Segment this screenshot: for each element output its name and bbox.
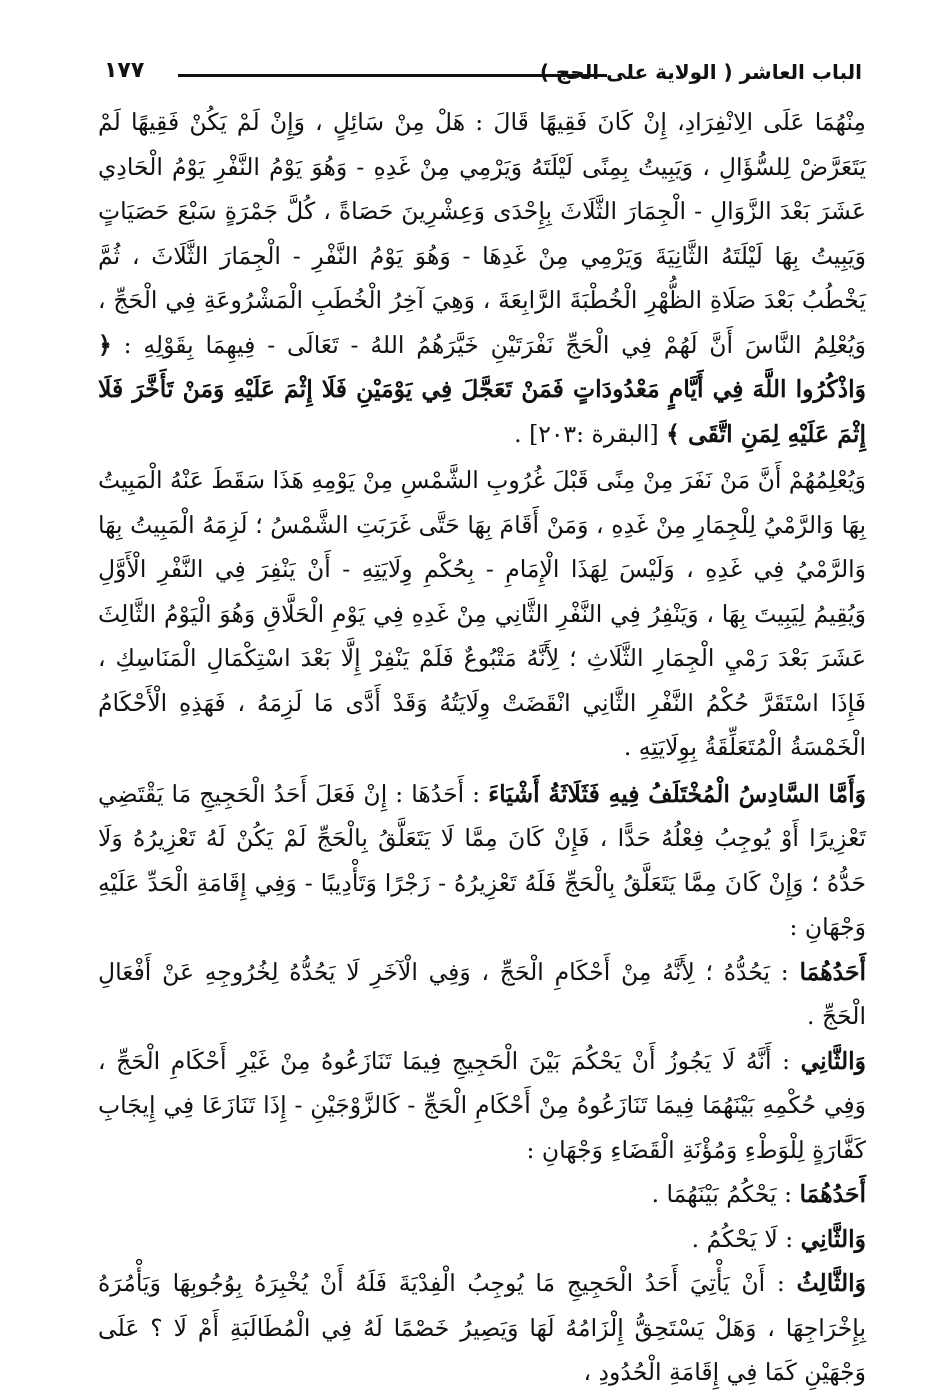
page-body [98, 100, 866, 1395]
header-rule [178, 74, 607, 77]
paragraph-text: : أَنْ يَأْتِيَ أَحَدُ الْحَجِيجِ مَا يُوجِبُ الْفِدْيَةَ فَلَهُ أَنْ يُخْبِرَهُ بِوُجُوبِهَا وَيَأْمُرَهُ بِإِخْرَاجِهَا ، وَهَلْ يَسْتَحِقُّ إِلْزَامُهُ لَهَا وَيَصِيرُ خَصْمًا لَهُ فِي الْمُطَالَبَةِ أَمْ لَا ؟ عَلَى وَجْهَيْنِ كَمَا فِي إِقَامَةِ الْحُدُودِ ، [98, 1269, 866, 1386]
paragraph-text: وَيُعْلِمُهُمْ أَنَّ مَنْ نَفَرَ مِنْ مِنًى قَبْلَ غُرُوبِ الشَّمْسِ مِنْ يَوْمِهِ هَذَا سَقَطَ عَنْهُ الْمَبِيتُ بِهَا وَالرَّمْيُ لِلْجِمَارِ مِنْ غَدِهِ ، وَمَنْ أَقَامَ بِهَا حَتَّى غَرَبَتِ الشَّمْسُ ؛ لَزِمَهُ الْمَبِيتُ بِهَا وَالرَّمْيُ فِي غَدِهِ ، وَلَيْسَ لِهَذَا الْإِمَامِ - بِحُكْمِ وِلَايَتِهِ - أَنْ يَنْفِرَ فِي النَّفْرِ الْأَوَّلِ وَيُقِيمُ لِيَبِيتَ بِهَا ، وَيَنْفِرُ فِي النَّفْرِ الثَّانِي مِنْ غَدِهِ فِي يَوْمِ الْحَلَّاقِ وَهُوَ الْيَوْمُ الثَّالِثَ عَشَرَ بَعْدَ رَمْيِ الْجِمَارِ الثَّلَاثِ ؛ لِأَنَّهُ مَتْبُوعٌ فَلَمْ يَنْفِرْ إِلَّا بَعْدَ اسْتِكْمَالِ الْمَنَاسِكِ ، فَإِذَا اسْتَقَرَّ حُكْمُ النَّفْرِ الثَّانِي انْقَضَتْ وِلَايَتُهُ وَقَدْ أَدَّى مَا لَزِمَهُ ، فَهَذِهِ الْأَحْكَامُ الْخَمْسَةُ الْمُتَعَلِّقَةُ بِوِلَايَتِهِ . [98, 466, 866, 761]
paragraph [98, 772, 866, 950]
page-number: ١٧٧ [104, 58, 145, 83]
item-lead: أَحَدُهُمَا [799, 1180, 866, 1208]
item-lead: وَالثَّانِي [800, 1046, 866, 1075]
paragraph [98, 100, 866, 456]
quran-verse: ﴿ وَاذْكُرُوا اللَّهَ فِي أَيَّامٍ مَعْدُودَاتٍ فَمَنْ تَعَجَّلَ فِي يَوْمَيْنِ فَلَا إِثْمَ عَلَيْهِ وَمَنْ تَأَخَّرَ فَلَا إِثْمَ عَلَيْهِ لِمَنِ اتَّقَى ﴾ [98, 330, 866, 448]
paragraph-text: : يَحُدُّهُ ؛ لِأَنَّهُ مِنْ أَحْكَامِ الْحَجِّ ، وَفِي الْآخَرِ لَا يَحُدُّهُ لِخُرُوجِهِ عَنْ أَفْعَالِ الْحَجِّ . [98, 957, 866, 1030]
paragraph [98, 950, 866, 1039]
item-lead: وَالثَّانِي [800, 1224, 866, 1253]
paragraph [98, 1217, 866, 1262]
paragraph [98, 458, 866, 770]
paragraph-text: : أَحَدُهَا : إِنْ فَعَلَ أَحَدُ الْحَجِيجِ مَا يَقْتَضِي تَعْزِيرًا أَوْ يُوجِبُ فِعْلُهُ حَدًّا ، فَإِنْ كَانَ مِمَّا لَا يَتَعَلَّقُ بِالْحَجِّ لَمْ يَكُنْ لَهُ تَعْزِيرُهُ وَلَا حَدُّهُ ؛ وَإِنْ كَانَ مِمَّا يَتَعَلَّقُ بِالْحَجِّ فَلَهُ تَعْزِيرُهُ - زَجْرًا وَتَأْدِيبًا - وَفِي إِقَامَةِ الْحَدِّ عَلَيْهِ وَجْهَانِ : [98, 779, 866, 941]
section-lead: وَأَمَّا السَّادِسُ الْمُخْتَلَفُ فِيهِ فَثَلَاثَةُ أَشْيَاءَ [488, 779, 866, 808]
paragraph-text: : أَنَّهُ لَا يَجُوزُ أَنْ يَحْكُمَ بَيْنَ الْحَجِيجِ فِيمَا تَنَازَعُوهُ مِنْ غَيْرِ أَحْكَامِ الْحَجِّ ، وَفِي حُكْمِهِ بَيْنَهُمَا فِيمَا تَنَازَعُوهُ مِنْ أَحْكَامِ الْحَجِّ - كَالزَّوْجَيْنِ - إِذَا تَنَازَعَا فِي إِيجَابِ كَفَّارَةٍ لِلْوَطْءِ وَمُؤْنَةِ الْقَضَاءِ وَجْهَانِ : [98, 1046, 866, 1164]
page-header [104, 58, 862, 98]
paragraph [98, 1039, 866, 1173]
paragraph-text: : يَحْكُمُ بَيْنَهُمَا . [651, 1180, 800, 1208]
item-lead: أَحَدُهُمَا [799, 957, 866, 986]
paragraph [98, 1261, 866, 1395]
item-lead: وَالثَّالِثُ [796, 1269, 866, 1297]
paragraph-text: : لَا يَحْكُمُ . [691, 1224, 801, 1253]
paragraph [98, 1172, 866, 1217]
chapter-title: الباب العاشر ( الولاية على الحج ) [539, 60, 862, 84]
paragraph-text: مِنْهُمَا عَلَى الِانْفِرَادِ، إِنْ كَانَ فَقِيهًا قَالَ : هَلْ مِنْ سَائِلٍ ، وَإِنْ لَمْ يَكُنْ فَقِيهًا لَمْ يَتَعَرَّضْ لِلسُّؤَالِ ، وَيَبِيتُ بِمِنًى لَيْلَتَهُ وَيَرْمِي مِنْ غَدِهِ - وَهُوَ يَوْمُ النَّفْرِ يَوْمُ الْحَادِي عَشَرَ بَعْدَ الزَّوَالِ - الْجِمَارَ الثَّلَاثَ بِإِحْدَى وَعِشْرِينَ حَصَاةً ، كُلَّ جَمْرَةٍ سَبْعَ حَصَيَاتٍ وَيَبِيتُ بِهَا لَيْلَتَهُ الثَّانِيَةَ وَيَرْمِي مِنْ غَدِهَا - وَهُوَ يَوْمُ النَّفْرِ - الْجِمَارَ الثَّلَاثَ ، ثُمَّ يَخْطُبُ بَعْدَ صَلَاةِ الظُّهْرِ الْخُطْبَةَ الرَّابِعَةَ ، وَهِيَ آخِرُ الْخُطَبِ الْمَشْرُوعَةِ فِي الْحَجِّ ، وَيُعْلِمُ النَّاسَ أَنَّ لَهُمْ فِي الْحَجِّ نَفْرَتَيْنِ خَيَّرَهُمُ اللهُ - تَعَالَى - فِيهِمَا بِقَوْلِهِ : [98, 108, 866, 359]
verse-citation: [البقرة :٢٠٣] . [514, 419, 667, 448]
